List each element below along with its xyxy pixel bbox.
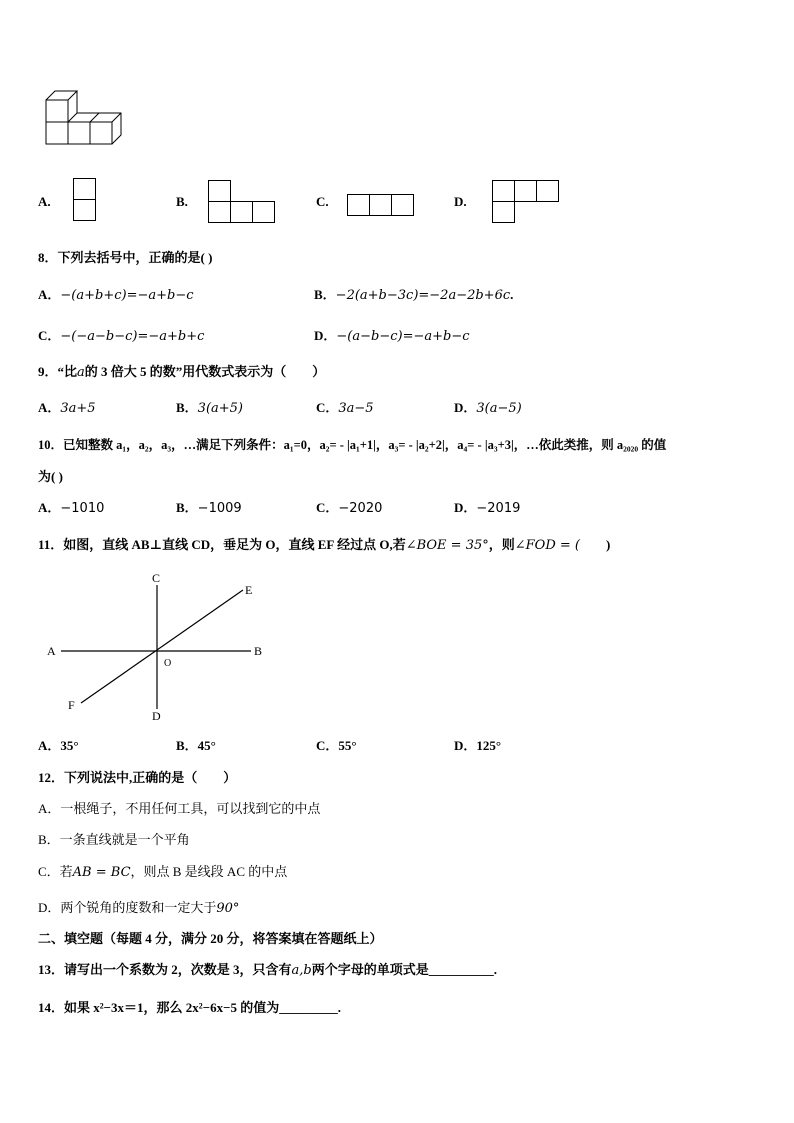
- q10-option-c-value: −2020: [338, 501, 383, 516]
- q11-option-a: [38, 738, 79, 754]
- q12-option-c-math: AB = BC: [72, 865, 131, 880]
- q9-stem-part2: 的 3 倍大 5 的数”用代数式表示为（ ）: [84, 364, 326, 379]
- q13-stem: [38, 962, 497, 979]
- q13-stem-math: a,b: [291, 963, 312, 978]
- q8-option-c-math: −(−a−b−c)=−a+b+c: [60, 329, 205, 344]
- q9-option-a-math: 3a+5: [60, 401, 96, 416]
- q10-stem-line2: 为( ): [38, 469, 63, 484]
- q11-stem-math2: ∠FOD = (: [514, 538, 580, 553]
- q11-option-d: [454, 738, 501, 754]
- q8-option-b-math: −2(a+b−3c)=−2a−2b+6c: [335, 288, 511, 303]
- q8-option-b: [314, 287, 513, 304]
- q10-option-a-label: A．: [38, 500, 61, 515]
- q10-option-b-value: −1009: [197, 501, 242, 516]
- fig-label-d: D: [152, 709, 161, 723]
- q11-option-b-value: 45°: [197, 738, 216, 753]
- q11-stem: [38, 537, 610, 554]
- q12-option-a: A．一根绳子，不用任何工具，可以找到它的中点: [38, 801, 321, 816]
- q7-option-a-label: A.: [38, 194, 51, 209]
- q7-option-c-label: C.: [316, 194, 329, 209]
- cube-stack-figure: [44, 90, 124, 146]
- q8-option-a: [38, 287, 194, 304]
- q13-stem-part2: 两个字母的单项式是__________.: [311, 962, 497, 977]
- q8-option-a-math: −(a+b+c)=−a+b−c: [60, 288, 194, 303]
- q9-option-b-math: 3(a+5): [197, 401, 244, 416]
- q8-stem: 8．下列去括号中，正确的是( ): [38, 250, 213, 265]
- q7-option-b-figure: [208, 180, 276, 224]
- q11-geometry-figure: [40, 570, 280, 730]
- q11-stem-part2: ，则: [488, 537, 515, 552]
- q9-stem: [38, 364, 325, 381]
- q8-option-d-math: −(a−b−c)=−a+b−c: [336, 329, 470, 344]
- q13-stem-part1: 13．请写出一个系数为 2，次数是 3，只含有: [38, 962, 292, 977]
- q10-option-a-value: −1010: [60, 501, 105, 516]
- q7-option-d-label: D.: [454, 194, 467, 209]
- q10-option-b: [176, 500, 242, 517]
- q12-option-d-part1: D．两个锐角的度数和一定大于: [38, 900, 217, 915]
- q9-stem-var: a: [77, 365, 85, 380]
- fig-label-b: B: [254, 644, 263, 658]
- q10-option-c: [316, 500, 382, 517]
- q8-option-c: [38, 328, 204, 345]
- q11-option-a-value: 35°: [60, 738, 79, 753]
- q8-option-a-label: A．: [38, 287, 61, 302]
- q11-stem-math1: ∠BOE = 35°: [405, 538, 489, 553]
- q12-option-c-part1: C．若: [38, 864, 73, 879]
- fig-label-f: F: [68, 698, 75, 712]
- q12-option-b: B．一条直线就是一个平角: [38, 832, 190, 847]
- q10-stem-line1: 10．已知整数 a₁，a₂，a₃，…满足下列条件：a₁=0，a₂= - |a₁+1|，a₃= - |a₂+2|，a₄= - |a₃+3|，…依此类推，则 a₂₀₂₀ 的值: [38, 438, 667, 452]
- q7-option-a-figure: [73, 178, 97, 222]
- q8-option-b-label: B．: [314, 287, 336, 302]
- q8-option-b-tail: .: [510, 287, 514, 302]
- q8-option-d-label: D．: [314, 328, 337, 343]
- q9-option-d: [454, 400, 522, 417]
- q7-option-c-figure: [347, 194, 415, 218]
- q9-stem-part1: 9．“比: [38, 364, 78, 379]
- fig-label-o: O: [164, 658, 172, 669]
- q10-option-d-label: D．: [454, 500, 477, 515]
- q12-stem: 12．下列说法中,正确的是（ ）: [38, 770, 237, 785]
- q11-stem-part1: 11．如图，直线 AB⊥直线 CD，垂足为 O，直线 EF 经过点 O,若: [38, 537, 406, 552]
- q11-option-d-label: D．: [454, 738, 477, 753]
- q7-option-d-figure: [492, 180, 560, 224]
- q12-option-d: [38, 900, 239, 917]
- q12-option-d-math: 90°: [216, 901, 240, 916]
- q10-option-b-label: B．: [176, 500, 198, 515]
- q11-option-a-label: A．: [38, 738, 61, 753]
- q12-option-c: [38, 864, 287, 881]
- q9-option-d-math: 3(a−5): [476, 401, 522, 416]
- q11-option-b: [176, 738, 216, 754]
- q10-option-d: [454, 500, 520, 517]
- q11-option-b-label: B．: [176, 738, 198, 753]
- q9-option-c-math: 3a−5: [338, 401, 374, 416]
- q11-stem-part3: ): [580, 537, 611, 552]
- q11-option-c: [316, 738, 357, 754]
- q8-option-c-label: C．: [38, 328, 61, 343]
- q10-option-d-value: −2019: [476, 501, 521, 516]
- q9-option-b-label: B．: [176, 400, 198, 415]
- fig-label-e: E: [245, 583, 253, 597]
- q11-option-d-value: 125°: [476, 738, 502, 753]
- q8-option-d: [314, 328, 470, 345]
- q7-option-b-label: B.: [176, 194, 188, 209]
- fig-label-c: C: [152, 571, 161, 585]
- q10-option-a: [38, 500, 104, 517]
- section-2-heading: 二、填空题（每题 4 分，满分 20 分，将答案填在答题纸上）: [38, 931, 383, 946]
- q10-option-c-label: C．: [316, 500, 339, 515]
- fig-label-a: A: [47, 644, 56, 658]
- q12-option-c-part2: ，则点 B 是线段 AC 的中点: [130, 864, 288, 879]
- q9-option-a-label: A．: [38, 400, 61, 415]
- q9-option-c-label: C．: [316, 400, 339, 415]
- q9-option-a: [38, 400, 96, 417]
- q14-stem: 14．如果 x²−3x＝1，那么 2x²−6x−5 的值为_________.: [38, 1000, 342, 1015]
- q9-option-b: [176, 400, 243, 417]
- line-ef: [81, 590, 243, 703]
- q11-option-c-value: 55°: [338, 738, 357, 753]
- q9-option-d-label: D．: [454, 400, 477, 415]
- q11-option-c-label: C．: [316, 738, 339, 753]
- q9-option-c: [316, 400, 374, 417]
